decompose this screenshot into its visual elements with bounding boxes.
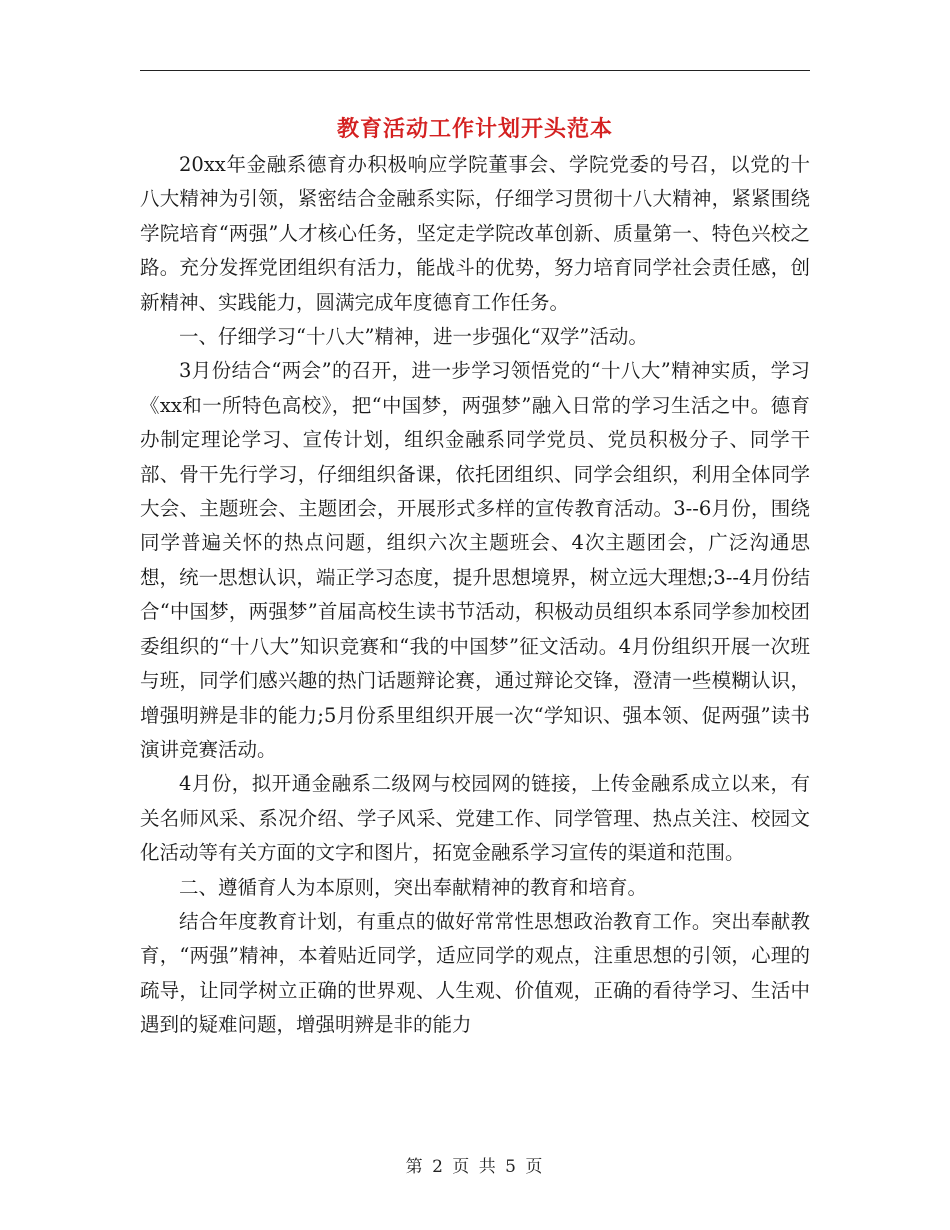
paragraph-annual-plan: 结合年度教育计划，有重点的做好常常性思想政治教育工作。突出奉献教育，“两强”精神，本着贴近同学，适应同学的观点，注重思想的引领，心理的疏导，让同学树立正确的世界观、人生观、价值观，正确的看待学习、生活中遇到的疑难问题，增强明辨是非的能力 — [140, 909, 810, 1037]
paragraph-intro: 20xx年金融系德育办积极响应学院董事会、学院党委的号召，以党的十八大精神为引领，紧密结合金融系实际，仔细学习贯彻十八大精神，紧紧围绕学院培育“两强”人才核心任务，坚定走学院改革创新、质量第一、特色兴校之路。充分发挥党团组织有活力，能战斗的优势，努力培育同学社会责任感，创新精神、实践能力，圆满完成年度德育工作任务。 — [140, 153, 810, 314]
paragraph-april-website: 4月份，拟开通金融系二级网与校园网的链接，上传金融系成立以来，有关名师风采、系况介绍、学子风采、党建工作、同学管理、热点关注、校园文化活动等有关方面的文字和图片，拓宽金融系学习宣传的渠道和范围。 — [140, 772, 810, 865]
section-heading-1: 一、仔细学习“十八大”精神，进一步强化“双学”活动。 — [179, 325, 648, 349]
paragraph-march-activities: 3月份结合“两会”的召开，进一步学习领悟党的“十八大”精神实质，学习《xx和一所特色高校》，把“中国梦，两强梦”融入日常的学习生活之中。德育办制定理论学习、宣传计划，组织金融系同学党员、党员积极分子、同学干部、骨干先行学习，仔细组织备课，依托团组织、同学会组织，利用全体同学大会、主题班会、主题团会，开展形式多样的宣传教育活动。3--6月份，围绕同学普遍关怀的热点问题，组织六次主题班会、4次主题团会，广泛沟通思想，统一思想认识，端正学习态度，提升思想境界，树立远大理想;3--4月份结合“中国梦，两强梦”首届高校生读书节活动，积极动员组织本系同学参加校团委组织的“十八大”知识竞赛和“我的中国梦”征文活动。4月份组织开展一次班与班，同学们感兴趣的热门话题辩论赛，通过辩论交锋，澄清一些模糊认识，增强明辨是非的能力;5月份系里组织开展一次“学知识、强本领、促两强”读书演讲竞赛活动。 — [140, 359, 810, 761]
document-body — [140, 148, 810, 1043]
page-number-footer: 第 2 页 共 5 页 — [405, 1157, 545, 1177]
section-heading-2: 二、遵循育人为本原则，突出奉献精神的教育和培育。 — [179, 875, 648, 899]
document-title: 教育活动工作计划开头范本 — [336, 117, 613, 142]
header-rule — [140, 70, 810, 71]
